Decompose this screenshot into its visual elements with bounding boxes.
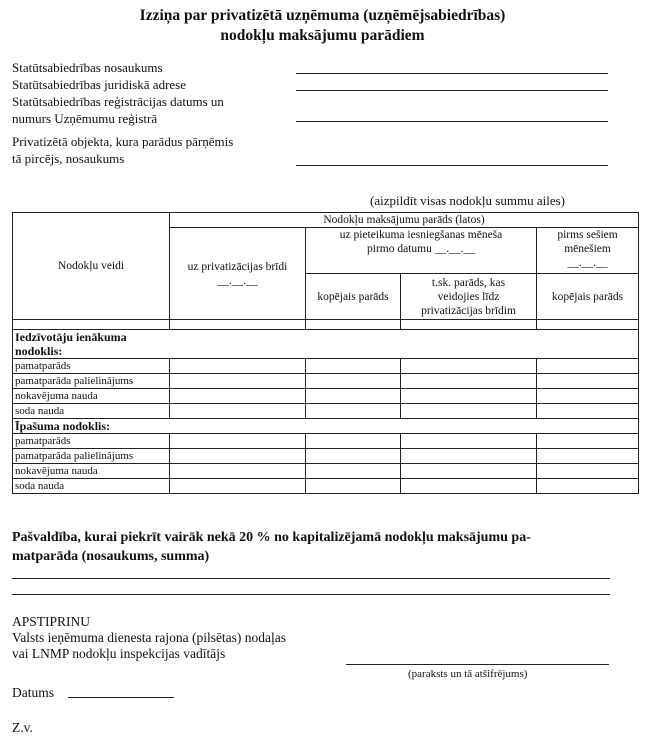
registration-label-line1: Statūtsabiedrības reģistrācijas datums un bbox=[12, 94, 224, 109]
table-row: nokavējuma nauda bbox=[13, 464, 639, 479]
object-name-field[interactable] bbox=[296, 165, 608, 166]
table-row: soda nauda bbox=[13, 404, 639, 419]
company-address-label: Statūtsabiedrības juridiskā adrese bbox=[12, 77, 187, 92]
municipality-title: Pašvaldība, kurai piekrīt vairāk nekā 20 % no kapitalizējamā nodokļu maksājumu pa- matparāda (nosaukums, summa) bbox=[12, 530, 531, 564]
date-field[interactable] bbox=[68, 697, 174, 698]
property-tax-section-title: Īpašuma nodoklis: bbox=[13, 419, 170, 434]
date-label: Datums bbox=[12, 685, 54, 700]
object-name-label-line1: Privatizētā objekta, kura parādus pārņēmis bbox=[12, 134, 234, 149]
included-debt-subheader: t.sk. parāds, kas veidojies līdz privatizācijas brīdim bbox=[401, 274, 537, 320]
company-name-label: Statūtsabiedrības nosaukums bbox=[12, 60, 163, 75]
document-title bbox=[0, 6, 645, 46]
tax-debt-table bbox=[12, 212, 639, 494]
municipality-line-1[interactable] bbox=[12, 578, 610, 579]
title-line-1: Izziņa par privatizētā uzņēmuma (uzņēmējsabiedrības) bbox=[139, 7, 506, 24]
municipality-line-2[interactable] bbox=[12, 594, 610, 595]
table-row: nokavējuma nauda bbox=[13, 389, 639, 404]
income-tax-section-title: Iedzīvotāju ienākuma nodoklis: bbox=[13, 330, 170, 359]
first-month-column-header: uz pieteikuma iesniegšanas mēneša pirmo datumu __.__.__ bbox=[306, 228, 537, 274]
approval-heading: APSTIPRINU bbox=[12, 614, 91, 629]
title-line-2: nodokļu maksājumu parādiem bbox=[220, 27, 425, 44]
table-row: pamatparāda palielinājums bbox=[13, 449, 639, 464]
total-debt-subheader: kopējais parāds bbox=[306, 274, 401, 320]
registration-label-line2: numurs Uzņēmumu reģistrā bbox=[12, 111, 158, 126]
debt-group-header: Nodokļu maksājumu parāds (latos) bbox=[170, 213, 639, 228]
tax-types-header: Nodokļu veidi bbox=[13, 213, 170, 320]
signature-line[interactable] bbox=[346, 664, 609, 665]
six-months-column-header: pirms sešiem mēnešiem __.__.__ bbox=[537, 228, 639, 274]
company-address-field[interactable] bbox=[296, 90, 608, 91]
registration-field[interactable] bbox=[296, 121, 608, 122]
company-name-field[interactable] bbox=[296, 73, 608, 74]
table-row: pamatparāds bbox=[13, 434, 639, 449]
seal-label: Z.v. bbox=[12, 720, 33, 735]
table-row: pamatparāda palielinājums bbox=[13, 374, 639, 389]
table-row: pamatparāds bbox=[13, 359, 639, 374]
table-row: soda nauda bbox=[13, 479, 639, 494]
approval-authority-line2: vai LNMP nodokļu inspekcijas vadītājs bbox=[12, 646, 226, 661]
fill-note: (aizpildīt visas nodokļu summu ailes) bbox=[370, 193, 565, 208]
privatization-column-header: uz privatizācijas brīdi __.__.__ bbox=[170, 228, 306, 320]
object-name-label-line2: tā pircējs, nosaukums bbox=[12, 151, 125, 166]
signature-caption: (paraksts un tā atšifrējums) bbox=[408, 668, 528, 680]
approval-authority-line1: Valsts ieņēmuma dienesta rajona (pilsētas) nodaļas bbox=[12, 630, 287, 645]
total-debt-subheader-2: kopējais parāds bbox=[537, 274, 639, 320]
